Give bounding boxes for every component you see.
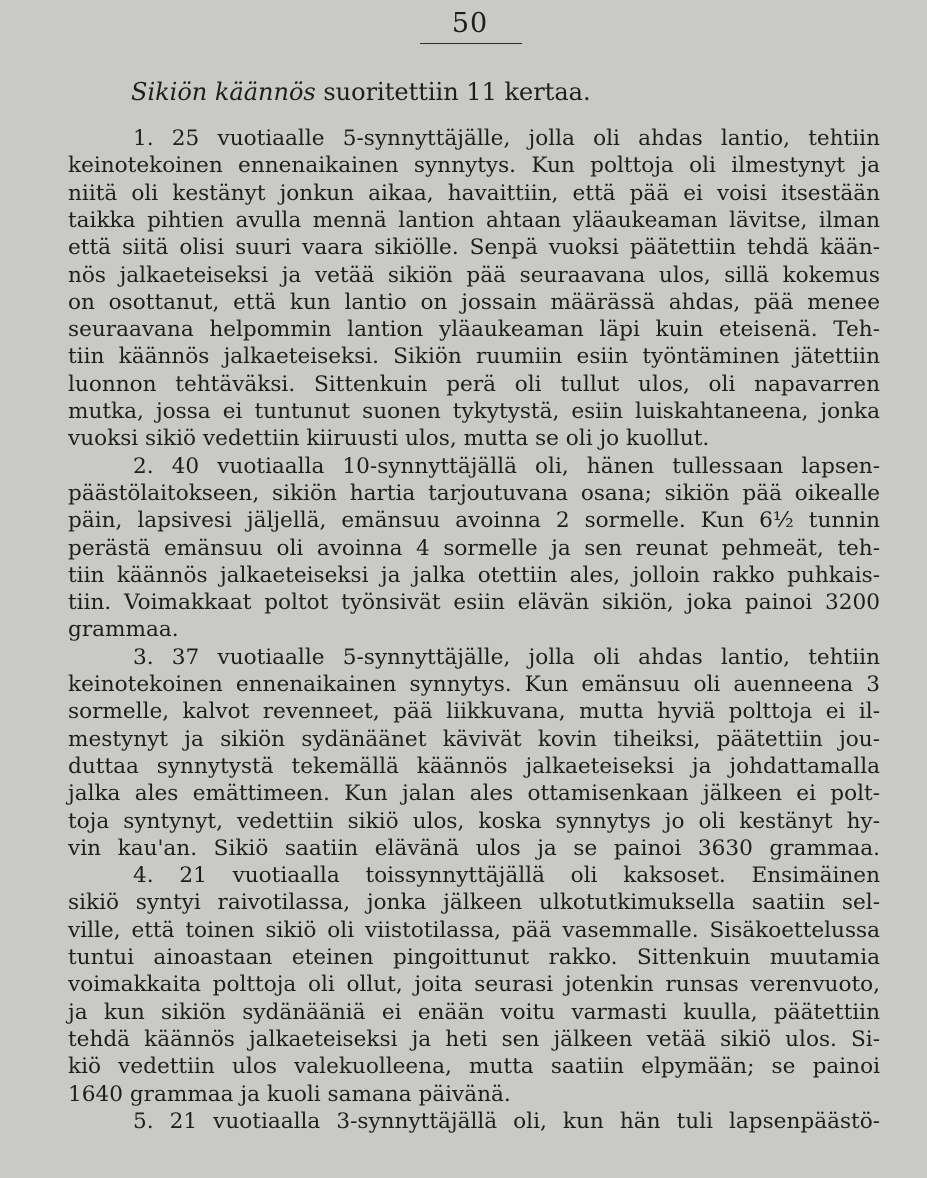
heading-text: suoritettiin 11 kertaa.: [315, 78, 591, 106]
text-line: perästä emänsuu oli avoinna 4 sormelle ja sen reunat pehmeät, teh-: [68, 535, 880, 561]
text-line: tiin käännös jalkaeteiseksi ja jalka otettiin ales, jolloin rakko puhkais-: [68, 562, 880, 588]
text-line: tehdä käännös jalkaeteiseksi ja heti sen jälkeen vetää sikiö ulos. Si-: [68, 1026, 880, 1052]
text-line: keinotekoinen ennenaikainen synnytys. Kun polttoja oli ilmestynyt ja: [68, 153, 880, 179]
text-line: seuraavana helpommin lantion yläaukeaman läpi kuin eteisenä. Teh-: [68, 317, 880, 343]
text-line: sormelle, kalvot revenneet, pää liikkuvana, mutta hyviä polttoja ei il-: [68, 699, 880, 725]
text-line: päin, lapsivesi jäljellä, emänsuu avoinna 2 sormelle. Kun 6½ tunnin: [68, 508, 880, 534]
text-line: vin kau'an. Sikiö saatiin elävänä ulos ja se painoi 3630 grammaa.: [68, 835, 880, 861]
text-line: 1640 grammaa ja kuoli samana päivänä.: [68, 1081, 511, 1107]
text-line: että siitä olisi suuri vaara sikiölle. Senpä vuoksi päätettiin tehdä kään-: [68, 235, 880, 261]
text-line: mestynyt ja sikiön sydänäänet kävivät kovin tiheiksi, päätettiin jou-: [68, 726, 880, 752]
text-line: tuntui ainoastaan eteinen pingoittunut rakko. Sittenkuin muutamia: [68, 945, 880, 970]
text-line: 5. 21 vuotiaalla 3-synnyttäjällä oli, kun hän tuli lapsenpäästö-: [133, 1108, 880, 1134]
section-heading: [131, 78, 591, 106]
text-line: ja kun sikiön sydänääniä ei enään voitu varmasti kuulla, päätettiin: [68, 999, 880, 1025]
text-line: 1. 25 vuotiaalle 5-synnyttäjälle, jolla oli ahdas lantio, tehtiin: [133, 126, 880, 151]
text-line: päästölaitokseen, sikiön hartia tarjoutuvana osana; sikiön pää oikealle: [68, 480, 880, 506]
text-line: mutka, jossa ei tuntunut suonen tykytystä, esiin luiskahtaneena, jonka: [68, 399, 880, 424]
text-line: jalka ales emättimeen. Kun jalan ales ottamisenkaan jälkeen ei polt-: [68, 781, 880, 807]
text-line: luonnon tehtäväksi. Sittenkuin perä oli tullut ulos, oli napavarren: [68, 371, 880, 397]
text-line: sikiö syntyi raivotilassa, jonka jälkeen ulkotutkimuksella saatiin sel-: [68, 890, 880, 916]
text-line: keinotekoinen ennenaikainen synnytys. Kun emänsuu oli auenneena 3: [68, 672, 880, 697]
text-line: kiö vedettiin ulos valekuolleena, mutta saatiin elpymään; se painoi: [68, 1054, 880, 1080]
text-line: toja syntynyt, vedettiin sikiö ulos, koska synnytys jo oli kestänyt hy-: [68, 808, 880, 834]
text-line: grammaa.: [68, 617, 179, 643]
text-line: tiin käännös jalkaeteiseksi. Sikiön ruumiin esiin työntäminen jätettiin: [68, 344, 880, 370]
text-line: tiin. Voimakkaat poltot työnsivät esiin elävän sikiön, joka painoi 3200: [68, 590, 880, 616]
text-line: vuoksi sikiö vedettiin kiiruusti ulos, mutta se oli jo kuollut.: [68, 426, 710, 452]
text-line: ville, että toinen sikiö oli viistotilassa, pää vasemmalle. Sisäkoettelussa: [68, 917, 880, 943]
text-line: taikka pihtien avulla mennä lantion ahtaan yläaukeaman lävitse, ilman: [68, 207, 880, 233]
text-line: duttaa synnytystä tekemällä käännös jalkaeteiseksi ja johdattamalla: [68, 753, 880, 779]
text-line: on osottanut, että kun lantio on jossain määrässä ahdas, pää menee: [68, 289, 880, 315]
text-line: 4. 21 vuotiaalla toissynnyttäjällä oli kaksoset. Ensimäinen: [133, 863, 880, 889]
header-rule: [420, 43, 522, 44]
text-line: 2. 40 vuotiaalla 10-synnyttäjällä oli, hänen tullessaan lapsen-: [133, 453, 880, 479]
heading-italic: Sikiön käännös: [131, 78, 316, 106]
page-number: 50: [451, 8, 489, 39]
text-line: 3. 37 vuotiaalle 5-synnyttäjälle, jolla oli ahdas lantio, tehtiin: [133, 644, 880, 670]
text-line: nös jalkaeteiseksi ja vetää sikiön pää seuraavana ulos, sillä kokemus: [68, 262, 880, 288]
text-line: niitä oli kestänyt jonkun aikaa, havaittiin, että pää ei voisi itsestään: [68, 180, 880, 206]
text-line: voimakkaita polttoja oli ollut, joita seurasi jotenkin runsas verenvuoto,: [68, 972, 880, 998]
